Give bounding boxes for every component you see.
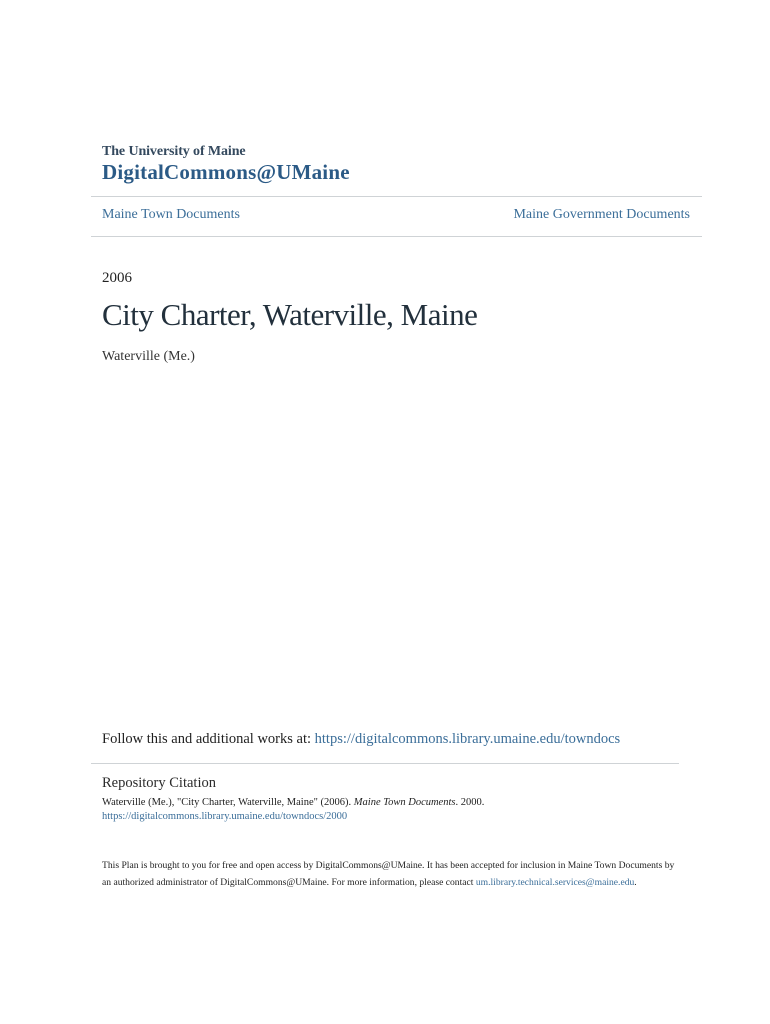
- citation-url-link[interactable]: https://digitalcommons.library.umaine.edu/towndocs/2000: [102, 811, 348, 822]
- notice-end: .: [634, 877, 637, 888]
- document-author: Waterville (Me.): [102, 349, 195, 364]
- citation-text-prefix: Waterville (Me.), "City Charter, Waterville, Maine" (2006).: [102, 797, 354, 808]
- repository-logo-link[interactable]: DigitalCommons@UMaine: [102, 160, 350, 184]
- publication-year: 2006: [102, 270, 132, 286]
- citation-text: [102, 797, 484, 808]
- citation-series: Maine Town Documents: [353, 797, 456, 808]
- document-title: City Charter, Waterville, Maine: [102, 297, 478, 332]
- nav-divider: [91, 236, 702, 237]
- header-divider: [91, 196, 702, 197]
- contact-email-link[interactable]: um.library.technical.services@maine.edu: [475, 877, 635, 888]
- citation-heading: Repository Citation: [102, 775, 216, 791]
- citation-divider: [91, 763, 679, 764]
- nav-link-maine-government-documents[interactable]: Maine Government Documents: [513, 207, 690, 222]
- access-notice: [102, 857, 682, 891]
- institution-name: The University of Maine: [102, 144, 246, 159]
- follow-label: Follow this and additional works at:: [102, 731, 315, 747]
- notice-text: This Plan is brought to you for free and open access by DigitalCommons@UMaine. It has been accepted for inclusion in Maine Town Documents by an authorized administrator of DigitalCommons@UMaine. For more information, please contact: [102, 860, 675, 888]
- citation-text-suffix: . 2000.: [455, 797, 485, 808]
- nav-link-maine-town-documents[interactable]: Maine Town Documents: [102, 207, 240, 222]
- follow-url-link[interactable]: https://digitalcommons.library.umaine.edu/towndocs: [314, 731, 621, 747]
- follow-line: [102, 731, 620, 748]
